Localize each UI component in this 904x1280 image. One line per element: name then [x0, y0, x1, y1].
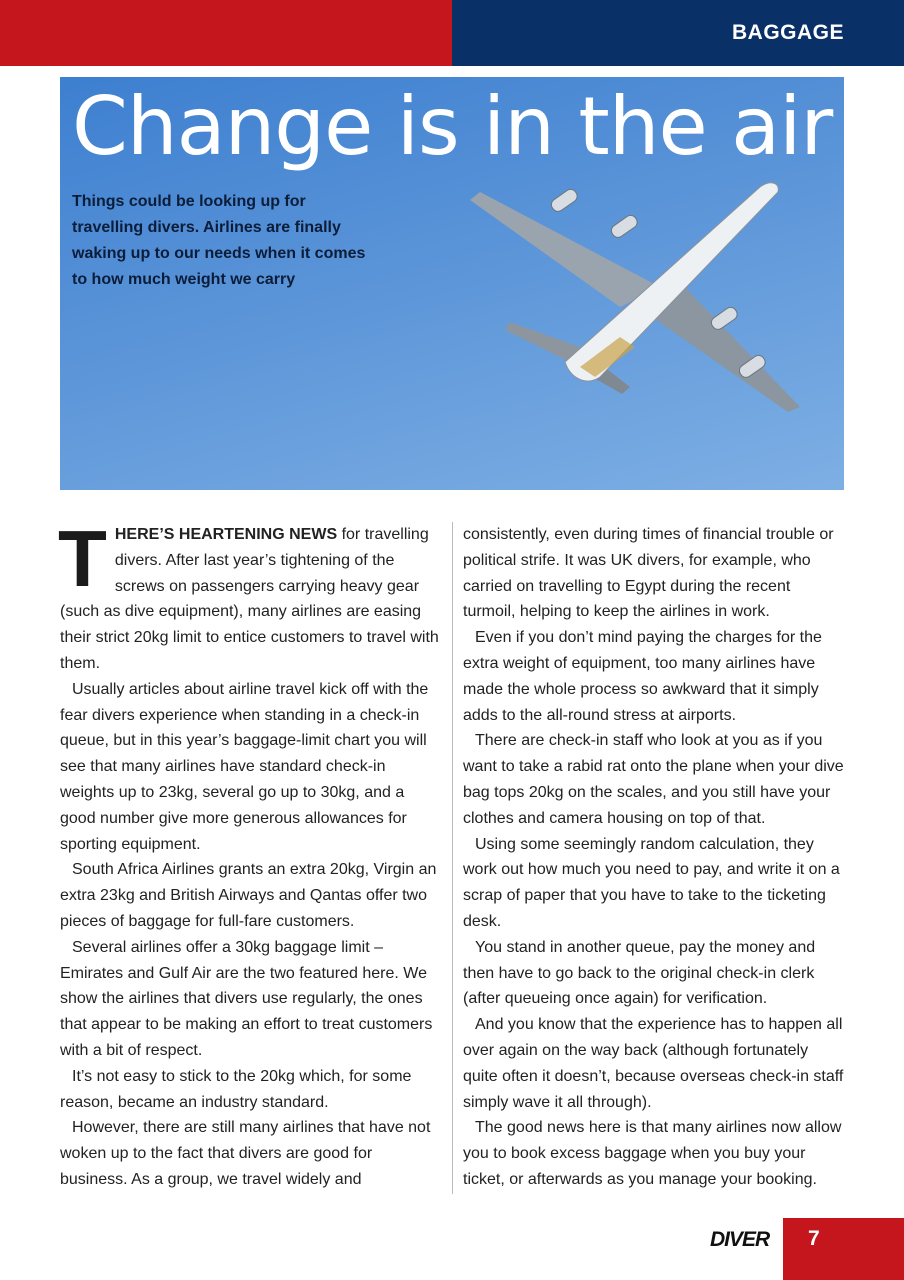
standfirst: Things could be looking up for travelling divers. Airlines are finally waking up to our needs when it comes to how much weight we carry	[72, 193, 366, 288]
airplane-illustration	[470, 172, 810, 412]
article-paragraph: Using some seemingly random calculation, they work out how much you need to pay, and write it on a scrap of paper that you have to take to the ticketing desk.	[463, 835, 840, 930]
first-paragraph-text: for travelling divers. After last year’s tightening of the screws on passengers carrying heavy gear (such as dive equipment), many airlines are easing their strict 20kg limit to entice customers to travel with them.	[60, 526, 439, 672]
hero-image	[60, 77, 844, 490]
article-paragraph: South Africa Airlines grants an extra 20kg, Virgin an extra 23kg and British Airways and Qantas offer two pieces of baggage for full-fare customers.	[60, 861, 437, 930]
article-paragraph: There are check-in staff who look at you as if you want to take a rabid rat onto the plane when your dive bag tops 20kg on the scales, and you still have your clothes and camera housing on top of that.	[463, 732, 844, 827]
article-paragraph: consistently, even during times of financial trouble or political strife. It was UK divers, for example, who carried on travelling to Egypt during the recent turmoil, helping to keep the airlines in work.	[463, 526, 834, 621]
article-paragraph: And you know that the experience has to happen all over again on the way back (although fortunately quite often it doesn’t, because overseas check-in staff simply wave it all through).	[463, 1016, 844, 1111]
article-paragraph	[58, 514, 440, 677]
article-column-right	[463, 522, 845, 1193]
drop-cap: T	[58, 514, 107, 603]
article-column-left	[58, 514, 440, 1193]
article-paragraph: The good news here is that many airlines now allow you to book excess baggage when you buy your ticket, or afterwards as you manage your booking.	[463, 1119, 842, 1188]
column-divider	[452, 522, 453, 1194]
article-paragraph: However, there are still many airlines that have not woken up to the fact that divers are good for business. As a group, we travel widely and	[60, 1119, 431, 1188]
article-paragraph: Even if you don’t mind paying the charges for the extra weight of equipment, too many airlines have made the whole process so awkward that it simply adds to the all-round stress at airports.	[463, 629, 822, 724]
article-paragraph: Several airlines offer a 30kg baggage limit – Emirates and Gulf Air are the two featured here. We show the airlines that divers use regularly, the ones that appear to be making an effort to treat customers with a bit of respect.	[60, 938, 433, 1059]
article-paragraph: Usually articles about airline travel kick off with the fear divers experience when standing in a check-in queue, but in this year’s baggage-limit chart you will see that many airlines have standard check-in weights up to 23kg, several go up to 30kg, and a good number give more generous allowances for sporting equipment.	[60, 680, 429, 853]
article-paragraph: You stand in another queue, pay the money and then have to go back to the original check-in clerk (after queueing once again) for verification.	[463, 938, 816, 1008]
section-label: BAGGAGE	[731, 21, 844, 44]
brand-logo: DIVER	[710, 1228, 770, 1251]
header-red-bar	[0, 0, 452, 66]
article-paragraph: It’s not easy to stick to the 20kg which, for some reason, became an industry standard.	[60, 1067, 412, 1111]
page-number-box	[783, 1218, 904, 1280]
lead-in: HERE’S HEARTENING NEWS	[114, 526, 338, 543]
page-number: 7	[808, 1227, 820, 1250]
page-title: Change is in the air	[72, 80, 833, 173]
